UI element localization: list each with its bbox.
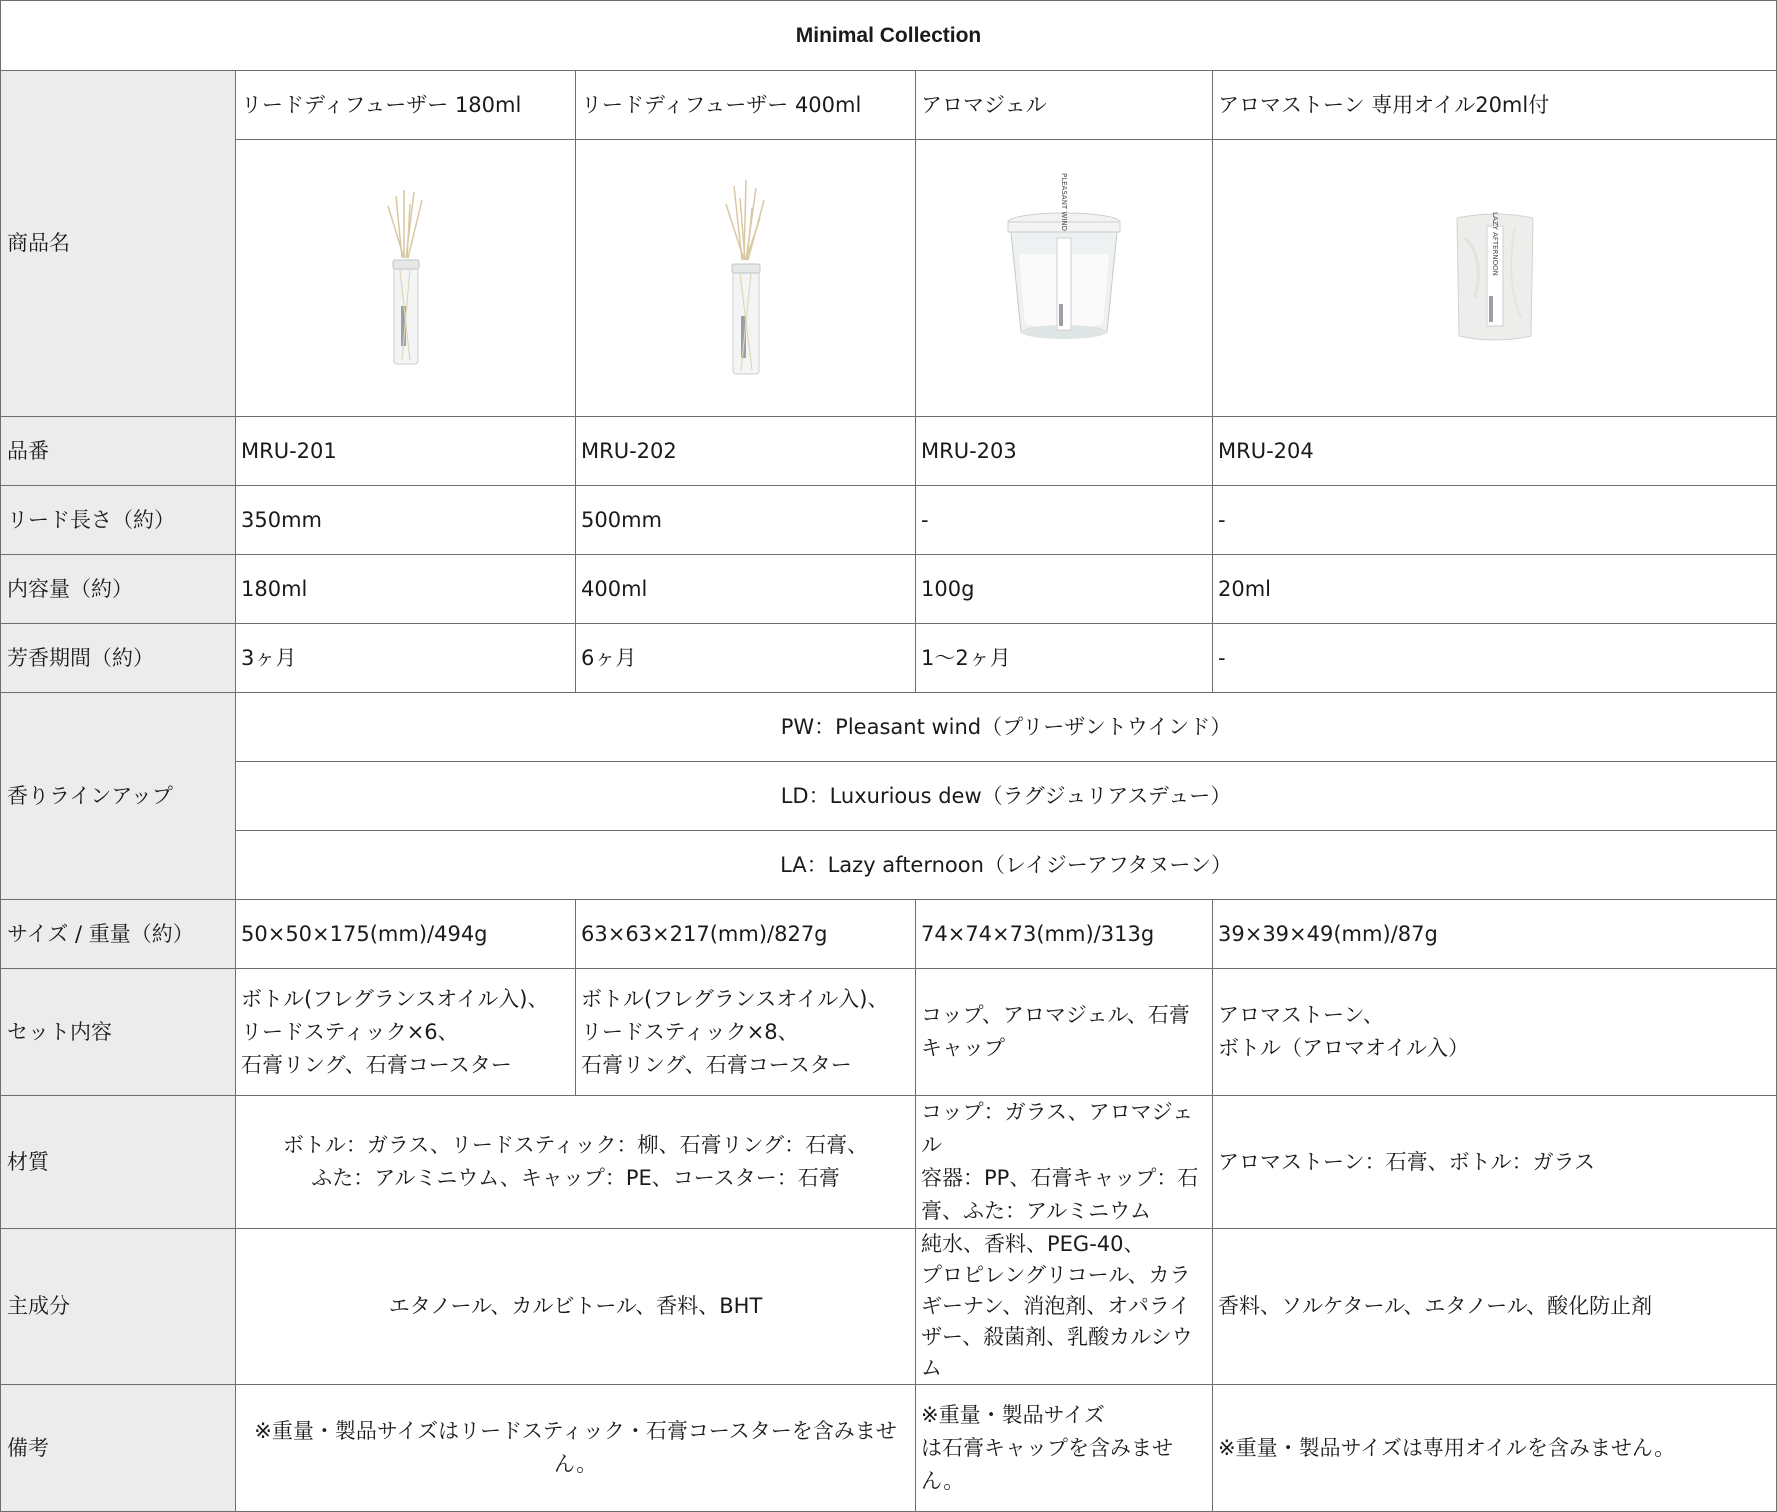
volume-204: 20ml [1213, 555, 1777, 624]
model-204: MRU-204 [1213, 417, 1777, 486]
size-weight-202: 63×63×217(mm)/827g [576, 900, 916, 969]
material-diffuser: ボトル：ガラス、リードスティック：柳、石膏リング：石膏、 ふた：アルミニウム、キャップ：PE、コースター：石膏 [236, 1096, 916, 1229]
contents-201: ボトル(フレグランスオイル入)、 リードスティック×6、 石膏リング、石膏コースター [236, 969, 576, 1096]
product-name-203: アロマジェル [916, 71, 1213, 140]
reed-diffuser-400-image [706, 178, 786, 378]
aroma-gel-label-text: PLEASANT WIND [1060, 173, 1068, 232]
duration-204: - [1213, 624, 1777, 693]
product-name-204: アロマストーン 専用オイル20ml付 [1213, 71, 1777, 140]
label-product-name: 商品名 [1, 71, 236, 417]
ingredients-203: 純水、香料、PEG-40、 プロピレングリコール、カラ ギーナン、消泡剤、オパライ ザー、殺菌剤、乳酸カルシウム [916, 1229, 1213, 1385]
reed-length-201: 350mm [236, 486, 576, 555]
contents-203: コップ、アロマジェル、石膏 キャップ [916, 969, 1213, 1096]
lineup-ld: LD：Luxurious dew（ラグジュリアスデュー） [236, 762, 1777, 831]
lineup-la: LA：Lazy afternoon（レイジーアフタヌーン） [236, 831, 1777, 900]
label-material: 材質 [1, 1096, 236, 1229]
size-weight-203: 74×74×73(mm)/313g [916, 900, 1213, 969]
product-name-202: リードディフューザー 400ml [576, 71, 916, 140]
product-image-204 [1213, 140, 1777, 417]
notes-203: ※重量・製品サイズ は石膏キャップを含みません。 [916, 1385, 1213, 1512]
label-notes: 備考 [1, 1385, 236, 1512]
aroma-stone-label-text: LAZY AFTERNOON [1490, 212, 1499, 276]
contents-202: ボトル(フレグランスオイル入)、 リードスティック×8、 石膏リング、石膏コースター [576, 969, 916, 1096]
ingredients-204: 香料、ソルケタール、エタノール、酸化防止剤 [1213, 1229, 1777, 1385]
notes-diffuser: ※重量・製品サイズはリードスティック・石膏コースターを含みません。 [236, 1385, 916, 1512]
reed-length-204: - [1213, 486, 1777, 555]
volume-203: 100g [916, 555, 1213, 624]
lineup-pw: PW：Pleasant wind（プリーザントウインド） [236, 693, 1777, 762]
table-title: Minimal Collection [1, 1, 1777, 71]
material-204: アロマストーン：石膏、ボトル：ガラス [1213, 1096, 1777, 1229]
volume-201: 180ml [236, 555, 576, 624]
reed-length-202: 500mm [576, 486, 916, 555]
product-image-201 [236, 140, 576, 417]
label-reed-length: リード長さ（約） [1, 486, 236, 555]
duration-201: 3ヶ月 [236, 624, 576, 693]
product-name-201: リードディフューザー 180ml [236, 71, 576, 140]
label-size-weight: サイズ / 重量（約） [1, 900, 236, 969]
label-duration: 芳香期間（約） [1, 624, 236, 693]
aroma-gel-image [999, 173, 1129, 348]
model-201: MRU-201 [236, 417, 576, 486]
ingredients-diffuser: エタノール、カルビトール、香料、BHT [236, 1229, 916, 1385]
label-contents: セット内容 [1, 969, 236, 1096]
aroma-stone-image [1445, 208, 1545, 348]
material-203: コップ：ガラス、アロマジェル 容器：PP、石膏キャップ：石 膏、ふた：アルミニウム [916, 1096, 1213, 1229]
notes-204: ※重量・製品サイズは専用オイルを含みません。 [1213, 1385, 1777, 1512]
reed-diffuser-180-image [366, 188, 446, 368]
reed-length-203: - [916, 486, 1213, 555]
size-weight-201: 50×50×175(mm)/494g [236, 900, 576, 969]
label-ingredients: 主成分 [1, 1229, 236, 1385]
label-lineup: 香りラインアップ [1, 693, 236, 900]
volume-202: 400ml [576, 555, 916, 624]
product-image-202 [576, 140, 916, 417]
duration-203: 1〜2ヶ月 [916, 624, 1213, 693]
label-model-no: 品番 [1, 417, 236, 486]
duration-202: 6ヶ月 [576, 624, 916, 693]
product-image-203 [916, 140, 1213, 417]
model-203: MRU-203 [916, 417, 1213, 486]
label-volume: 内容量（約） [1, 555, 236, 624]
contents-204: アロマストーン、 ボトル（アロマオイル入） [1213, 969, 1777, 1096]
size-weight-204: 39×39×49(mm)/87g [1213, 900, 1777, 969]
model-202: MRU-202 [576, 417, 916, 486]
